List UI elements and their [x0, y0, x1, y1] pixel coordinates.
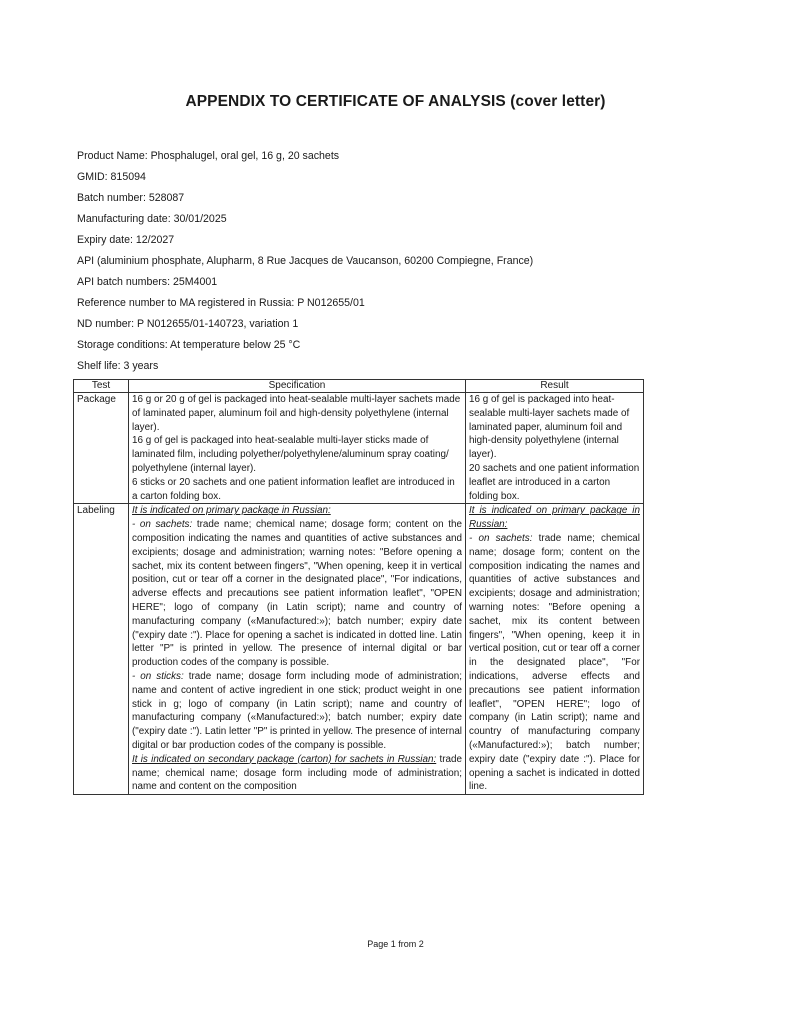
labeling-spec-sticks [132, 670, 462, 753]
labeling-result-sachets-lead: - on sachets: [469, 532, 533, 544]
labeling-specification [129, 504, 466, 795]
analysis-table [73, 379, 644, 795]
ma-reference-field: Reference number to MA registered in Russia: P N012655/01 [77, 297, 365, 309]
labeling-result-heading: It is indicated on primary package in Russian: [469, 505, 640, 531]
package-test-label: Package [74, 393, 129, 504]
shelf-life-field: Shelf life: 3 years [77, 360, 159, 372]
labeling-result-sachets [469, 532, 640, 794]
page-number: Page 1 from 2 [367, 939, 424, 949]
package-spec-box: 6 sticks or 20 sachets and one patient information leaflet are introduced in a carton folding box. [132, 476, 455, 502]
labeling-result-sachets-text: trade name; chemical name; dosage form; content on the composition indicating the names and quantities of active substances and excipients; dosage and administration; warning notes: "Before opening a sachet, mix its content between fingers", "When opening, keep it in vertical position, cut or tear off a corner in the designated place", "For indications, adverse effects and precautions see patient information leaflet", "OPEN HERE"; logo of company (in Latin script); name and country of manufacturing company («Manufactured:»); batch number; expiry date ("expiry date :"). Place for opening a sachet is indicated in dotted line. [469, 532, 640, 793]
labeling-spec-secondary [132, 753, 462, 794]
package-result-sachets: 16 g of gel is packaged into heat-sealable multi-layer sachets made of laminated paper, aluminum foil and high-density polyethylene (internal layer). [469, 394, 630, 461]
labeling-spec-sticks-lead: - on sticks: [132, 670, 184, 682]
labeling-spec-secondary-lead: It is indicated on secondary package (carton) for sachets in Russian: [132, 753, 437, 765]
package-specification [129, 393, 466, 504]
header-test: Test [74, 380, 129, 393]
labeling-spec-heading: It is indicated on primary package in Russian: [132, 505, 331, 517]
header-result: Result [466, 380, 644, 393]
labeling-spec-sachets [132, 518, 462, 670]
package-result-box: 20 sachets and one patient information leaflet are introduced in a carton folding box. [469, 462, 640, 502]
api-batch-field: API batch numbers: 25M4001 [77, 276, 218, 288]
manufacturing-date-field: Manufacturing date: 30/01/2025 [77, 213, 227, 225]
labeling-test-label: Labeling [74, 504, 129, 795]
batch-number-field: Batch number: 528087 [77, 192, 185, 204]
table-header-row [74, 380, 644, 393]
package-spec-sachets: 16 g or 20 g of gel is packaged into heat-sealable multi-layer sachets made of laminated paper, aluminum foil and high-density polyethylene (internal layer). [132, 394, 461, 433]
product-name-field: Product Name: Phosphalugel, oral gel, 16 g, 20 sachets [77, 150, 340, 162]
table-row [74, 393, 644, 504]
package-spec-sticks: 16 g of gel is packaged into heat-sealable multi-layer sticks made of laminated film, including polyether/polyethylene/aluminum spray coating/ polyethylene (internal layer). [132, 435, 449, 474]
expiry-date-field: Expiry date: 12/2027 [77, 234, 175, 246]
labeling-result [466, 504, 644, 795]
labeling-spec-sachets-lead: - on sachets: [132, 519, 193, 531]
header-specification: Specification [129, 380, 466, 393]
package-result [466, 393, 644, 504]
storage-conditions-field: Storage conditions: At temperature below 25 °C [77, 339, 301, 351]
labeling-spec-sachets-text: trade name; chemical name; dosage form; content on the composition indicating the names and quantities of active substances and excipients; dosage and administration; warning notes: "Before opening a sachet, mix its content between fingers", "When opening, keep it in vertical position, cut or tear off a corner in the designated place", "For indications, adverse effects and precautions see patient information leaflet", "OPEN HERE"; logo of company (in Latin script); name and country of manufacturing company («Manufactured:»); batch number; expiry date ("expiry date :"). Place for opening a sachet is indicated in dotted line. Latin letter "P" is printed in yellow. The presence of internal digital or bar production codes of the company is possible. [132, 519, 462, 669]
document-title: APPENDIX TO CERTIFICATE OF ANALYSIS (cover letter) [185, 93, 606, 110]
labeling-spec-sticks-text: trade name; dosage form including mode of administration; name and content of active ingredient in one stick; product weight in one stick in g; logo of company (in Latin script); name and country of manufacturing company («Manufactured:»); batch number; expiry date ("expiry date :"). Latin letter "P" is printed in yellow. The presence of internal digital or bar production codes of the company is possible. [132, 670, 463, 751]
api-field: API (aluminium phosphate, Alupharm, 8 Rue Jacques de Vaucanson, 60200 Compiegne, France) [77, 255, 534, 267]
gmid-field: GMID: 815094 [77, 171, 146, 183]
nd-number-field: ND number: P N012655/01-140723, variation 1 [77, 318, 299, 330]
table-row [74, 504, 644, 795]
labeling-spec-secondary-text: trade name; chemical name; dosage form including mode of administration; name and content on the composition [132, 753, 462, 793]
